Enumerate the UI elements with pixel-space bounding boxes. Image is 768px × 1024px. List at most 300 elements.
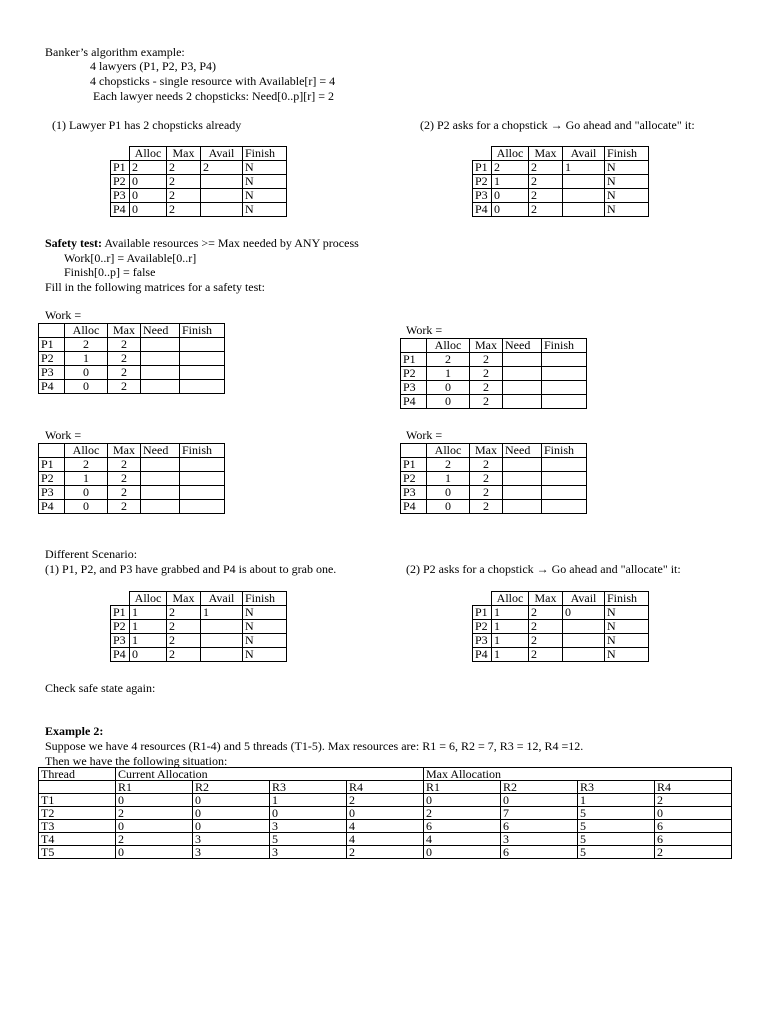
table-row [473, 161, 649, 175]
cell: P1 [111, 606, 130, 620]
cell: 2 [470, 395, 503, 409]
cell: 2 [470, 353, 503, 367]
cell: 2 [201, 161, 243, 175]
cell: P1 [401, 353, 427, 367]
table-row [111, 189, 287, 203]
step2-label: (2) P2 asks for a chopstick → Go ahead and "allocate" it: [420, 118, 695, 132]
header-cell: Alloc [492, 147, 529, 161]
cell: P3 [39, 486, 65, 500]
cell: 0 [492, 203, 529, 217]
cell: P1 [39, 458, 65, 472]
cell: 4 [424, 833, 501, 846]
header-cell: R1 [116, 781, 193, 794]
cell: 4 [347, 833, 424, 846]
cell: 2 [427, 458, 470, 472]
cell: T2 [39, 807, 116, 820]
need-cell[interactable] [141, 380, 180, 394]
header-cell [111, 147, 130, 161]
cell [563, 620, 605, 634]
work-label: Work = [406, 428, 443, 442]
table-row [39, 352, 225, 366]
cell: 2 [427, 353, 470, 367]
work-label: Work = [45, 428, 82, 442]
header-cell: Max [167, 592, 201, 606]
header-cell: Alloc [130, 147, 167, 161]
cell: 0 [424, 846, 501, 859]
cell: 1 [492, 648, 529, 662]
cell: 2 [116, 807, 193, 820]
header-cell [473, 147, 492, 161]
header-cell: Alloc [65, 324, 108, 338]
need-cell[interactable] [503, 353, 542, 367]
cell: 2 [655, 846, 732, 859]
finish-cell[interactable] [542, 353, 587, 367]
need-cell[interactable] [141, 500, 180, 514]
cell: 2 [347, 794, 424, 807]
cell: 7 [501, 807, 578, 820]
cell: 3 [270, 846, 347, 859]
cell: 0 [130, 189, 167, 203]
table-row [401, 395, 587, 409]
cell: 2 [529, 161, 563, 175]
cell [201, 203, 243, 217]
cell: P4 [111, 648, 130, 662]
cell: 0 [501, 794, 578, 807]
header-cell: Alloc [427, 339, 470, 353]
table-row [39, 807, 732, 820]
cell [563, 634, 605, 648]
cell: 6 [501, 820, 578, 833]
cell [201, 648, 243, 662]
cell: 1 [492, 606, 529, 620]
cell: 1 [492, 620, 529, 634]
table-row [39, 846, 732, 859]
step1-label: (1) Lawyer P1 has 2 chopsticks already [52, 118, 242, 132]
cell: 0 [427, 395, 470, 409]
header-cell: R3 [270, 781, 347, 794]
cell: P3 [401, 381, 427, 395]
need-cell[interactable] [141, 458, 180, 472]
cell: 2 [470, 472, 503, 486]
cell: 2 [529, 189, 563, 203]
cell: 6 [655, 820, 732, 833]
header-cell: Max [529, 592, 563, 606]
finish-cell[interactable] [542, 381, 587, 395]
cell: 0 [130, 175, 167, 189]
cell: 1 [130, 634, 167, 648]
cell: N [243, 648, 287, 662]
table-row [401, 458, 587, 472]
table-row [39, 833, 732, 846]
finish-cell[interactable] [180, 366, 225, 380]
header-cell [39, 324, 65, 338]
cell: P1 [39, 338, 65, 352]
finish-cell[interactable] [542, 472, 587, 486]
cell: N [605, 175, 649, 189]
finish-cell[interactable] [180, 500, 225, 514]
table-header-row [401, 444, 587, 458]
safety-table-1 [38, 323, 225, 394]
cell: 2 [529, 648, 563, 662]
cell [563, 203, 605, 217]
need-cell[interactable] [503, 500, 542, 514]
table-row [39, 338, 225, 352]
cell: T5 [39, 846, 116, 859]
cell: N [243, 203, 287, 217]
cell: 4 [347, 820, 424, 833]
need-cell[interactable] [503, 395, 542, 409]
finish-cell[interactable] [180, 338, 225, 352]
table-header-row [39, 781, 732, 794]
cell: P2 [39, 472, 65, 486]
header-cell: Finish [180, 324, 225, 338]
finish-cell[interactable] [180, 458, 225, 472]
header-cell: Avail [563, 592, 605, 606]
cell: 5 [578, 820, 655, 833]
scenario-title: Different Scenario: [45, 547, 138, 561]
check-safe-text: Check safe state again: [45, 681, 156, 695]
header-cell: Need [503, 339, 542, 353]
header-max-allocation: Max Allocation [424, 768, 732, 781]
cell: 1 [270, 794, 347, 807]
header-cell: Alloc [130, 592, 167, 606]
finish-cell[interactable] [180, 486, 225, 500]
cell: P4 [473, 648, 492, 662]
header-cell: R2 [501, 781, 578, 794]
cell: 6 [655, 833, 732, 846]
cell: P1 [473, 161, 492, 175]
safety-line-1: Work[0..r] = Available[0..r] [64, 251, 197, 265]
cell: 1 [65, 352, 108, 366]
cell: 0 [424, 794, 501, 807]
cell: P3 [473, 189, 492, 203]
need-cell[interactable] [141, 366, 180, 380]
need-cell[interactable] [503, 367, 542, 381]
cell: 0 [492, 189, 529, 203]
scenario-step-1: (1) P1, P2, and P3 have grabbed and P4 is about to grab one. [45, 562, 337, 576]
table-row [39, 794, 732, 807]
cell: 0 [427, 500, 470, 514]
table-row [401, 500, 587, 514]
work-label: Work = [45, 308, 82, 322]
finish-cell[interactable] [180, 472, 225, 486]
cell: N [605, 648, 649, 662]
safety-line-3: Fill in the following matrices for a safety test: [45, 280, 265, 294]
need-cell[interactable] [503, 458, 542, 472]
table-header-row [473, 592, 649, 606]
table-row [401, 472, 587, 486]
cell: N [243, 606, 287, 620]
cell: 0 [65, 366, 108, 380]
cell: 0 [563, 606, 605, 620]
finish-cell[interactable] [180, 380, 225, 394]
cell [201, 634, 243, 648]
table-row [401, 367, 587, 381]
table-header-row [39, 444, 225, 458]
cell: 3 [501, 833, 578, 846]
table-row [111, 203, 287, 217]
header-cell: Avail [201, 147, 243, 161]
cell [563, 648, 605, 662]
header-cell: Max [529, 147, 563, 161]
table-row [473, 175, 649, 189]
cell: 2 [470, 367, 503, 381]
table-row [111, 648, 287, 662]
cell: 1 [492, 634, 529, 648]
intro-line-3: Each lawyer needs 2 chopsticks: Need[0..p][r] = 2 [93, 89, 335, 103]
header-cell: Finish [542, 339, 587, 353]
header-thread: Thread [39, 768, 116, 781]
cell: 3 [193, 833, 270, 846]
header-cell: Avail [201, 592, 243, 606]
cell [201, 620, 243, 634]
table-row [39, 458, 225, 472]
cell: 2 [529, 606, 563, 620]
cell: 1 [578, 794, 655, 807]
cell: P3 [473, 634, 492, 648]
cell: 0 [130, 203, 167, 217]
cell: 1 [563, 161, 605, 175]
table-row [39, 820, 732, 833]
table-row [111, 620, 287, 634]
work-label: Work = [406, 323, 443, 337]
scenario-step-2: (2) P2 asks for a chopstick → Go ahead and "allocate" it: [406, 562, 681, 576]
cell: 2 [130, 161, 167, 175]
need-cell[interactable] [141, 338, 180, 352]
header-cell: Max [470, 339, 503, 353]
finish-cell[interactable] [542, 486, 587, 500]
example2-line-2: Then we have the following situation: [45, 754, 228, 768]
cell: P4 [39, 500, 65, 514]
cell: 2 [108, 486, 141, 500]
table-row [401, 381, 587, 395]
cell: N [605, 189, 649, 203]
cell: N [243, 620, 287, 634]
cell: N [243, 189, 287, 203]
cell: 2 [655, 794, 732, 807]
header-cell: Need [141, 444, 180, 458]
finish-cell[interactable] [542, 458, 587, 472]
header-cell: Finish [605, 592, 649, 606]
cell: 0 [65, 380, 108, 394]
cell: 2 [167, 189, 201, 203]
intro-line-2: 4 chopsticks - single resource with Available[r] = 4 [90, 74, 336, 88]
cell: 2 [167, 203, 201, 217]
table-row [401, 353, 587, 367]
table-header-row [111, 147, 287, 161]
cell: 6 [424, 820, 501, 833]
cell: 2 [167, 606, 201, 620]
cell: N [605, 620, 649, 634]
table-c [110, 591, 287, 662]
cell: P2 [39, 352, 65, 366]
cell: 2 [167, 175, 201, 189]
cell: 2 [529, 203, 563, 217]
table-row [39, 472, 225, 486]
safety-table-3 [38, 443, 225, 514]
cell: N [243, 634, 287, 648]
need-cell[interactable] [503, 472, 542, 486]
cell: 0 [65, 486, 108, 500]
cell: 1 [130, 620, 167, 634]
cell: 2 [470, 381, 503, 395]
table-row [473, 620, 649, 634]
header-cell [39, 444, 65, 458]
cell: 0 [65, 500, 108, 514]
cell: 0 [427, 381, 470, 395]
intro-title: Banker’s algorithm example: [45, 45, 185, 59]
table-header-row [111, 592, 287, 606]
finish-cell[interactable] [180, 352, 225, 366]
cell: 0 [655, 807, 732, 820]
cell: P2 [473, 175, 492, 189]
cell: 0 [193, 794, 270, 807]
table-row [473, 634, 649, 648]
need-cell[interactable] [141, 486, 180, 500]
need-cell[interactable] [141, 472, 180, 486]
cell: 0 [130, 648, 167, 662]
cell: 2 [167, 634, 201, 648]
header-cell: Max [167, 147, 201, 161]
need-cell[interactable] [503, 381, 542, 395]
example2-title-text: Example 2: [45, 724, 104, 738]
allocation-table [38, 767, 732, 859]
cell: 2 [167, 161, 201, 175]
header-cell: R3 [578, 781, 655, 794]
table-b [472, 146, 649, 217]
cell: 2 [167, 648, 201, 662]
header-cell: Max [108, 444, 141, 458]
table-row [111, 161, 287, 175]
cell: 2 [65, 338, 108, 352]
cell: P1 [473, 606, 492, 620]
cell: 2 [108, 500, 141, 514]
cell: 2 [470, 486, 503, 500]
table-header-row [401, 339, 587, 353]
header-cell [401, 339, 427, 353]
table-row [39, 366, 225, 380]
cell: N [243, 161, 287, 175]
table-row [111, 606, 287, 620]
table-row [473, 648, 649, 662]
header-cell: Max [470, 444, 503, 458]
table-row [473, 203, 649, 217]
cell [201, 175, 243, 189]
table-row [401, 486, 587, 500]
cell: N [605, 634, 649, 648]
header-cell [111, 592, 130, 606]
cell: 2 [108, 472, 141, 486]
header-cell: R4 [655, 781, 732, 794]
header-cell: Finish [243, 147, 287, 161]
header-cell [473, 592, 492, 606]
cell: 0 [270, 807, 347, 820]
cell: 2 [108, 338, 141, 352]
finish-cell[interactable] [542, 367, 587, 381]
cell: 2 [108, 458, 141, 472]
need-cell[interactable] [141, 352, 180, 366]
cell: 6 [501, 846, 578, 859]
header-cell: Finish [605, 147, 649, 161]
intro-line-1: 4 lawyers (P1, P2, P3, P4) [90, 59, 217, 73]
cell: P4 [111, 203, 130, 217]
need-cell[interactable] [503, 486, 542, 500]
header-cell: Max [108, 324, 141, 338]
cell: 2 [470, 500, 503, 514]
table-row [473, 606, 649, 620]
cell: P4 [39, 380, 65, 394]
example2-title [45, 725, 103, 737]
cell: 0 [116, 820, 193, 833]
cell: 5 [578, 846, 655, 859]
cell: 1 [201, 606, 243, 620]
header-cell: R4 [347, 781, 424, 794]
cell [563, 175, 605, 189]
header-cell: R2 [193, 781, 270, 794]
cell: 2 [492, 161, 529, 175]
cell: P3 [111, 189, 130, 203]
header-cell: Finish [180, 444, 225, 458]
cell: 2 [529, 634, 563, 648]
cell: 1 [492, 175, 529, 189]
cell: P3 [111, 634, 130, 648]
cell: 2 [116, 833, 193, 846]
safety-text: Available resources >= Max needed by ANY process [104, 236, 359, 250]
table-row [39, 380, 225, 394]
safety-table-4 [400, 443, 587, 514]
cell: 5 [578, 807, 655, 820]
cell: 2 [65, 458, 108, 472]
cell: 2 [108, 380, 141, 394]
cell: P1 [111, 161, 130, 175]
cell: P2 [401, 472, 427, 486]
cell: 2 [347, 846, 424, 859]
example2-line-1: Suppose we have 4 resources (R1-4) and 5 threads (T1-5). Max resources are: R1 = 6, R2 = 7, R3 = 12, R4 =12. [45, 739, 584, 753]
finish-cell[interactable] [542, 395, 587, 409]
cell: 0 [427, 486, 470, 500]
cell [563, 189, 605, 203]
cell: N [243, 175, 287, 189]
cell: P2 [473, 620, 492, 634]
cell: P2 [401, 367, 427, 381]
cell: 1 [427, 472, 470, 486]
cell: P1 [401, 458, 427, 472]
table-header-row [39, 768, 732, 781]
cell: 1 [130, 606, 167, 620]
cell: 0 [193, 820, 270, 833]
cell: 2 [167, 620, 201, 634]
cell: 0 [193, 807, 270, 820]
cell: 2 [424, 807, 501, 820]
cell: P2 [111, 175, 130, 189]
cell: 2 [529, 175, 563, 189]
header-cell [39, 781, 116, 794]
table-row [111, 634, 287, 648]
cell: 3 [193, 846, 270, 859]
cell: 2 [108, 352, 141, 366]
cell: N [605, 161, 649, 175]
finish-cell[interactable] [542, 500, 587, 514]
cell: N [605, 203, 649, 217]
cell: P4 [401, 395, 427, 409]
cell: P2 [111, 620, 130, 634]
cell: 0 [116, 846, 193, 859]
cell: P4 [473, 203, 492, 217]
header-cell: Need [141, 324, 180, 338]
cell: 2 [470, 458, 503, 472]
cell: 5 [578, 833, 655, 846]
cell: P4 [401, 500, 427, 514]
